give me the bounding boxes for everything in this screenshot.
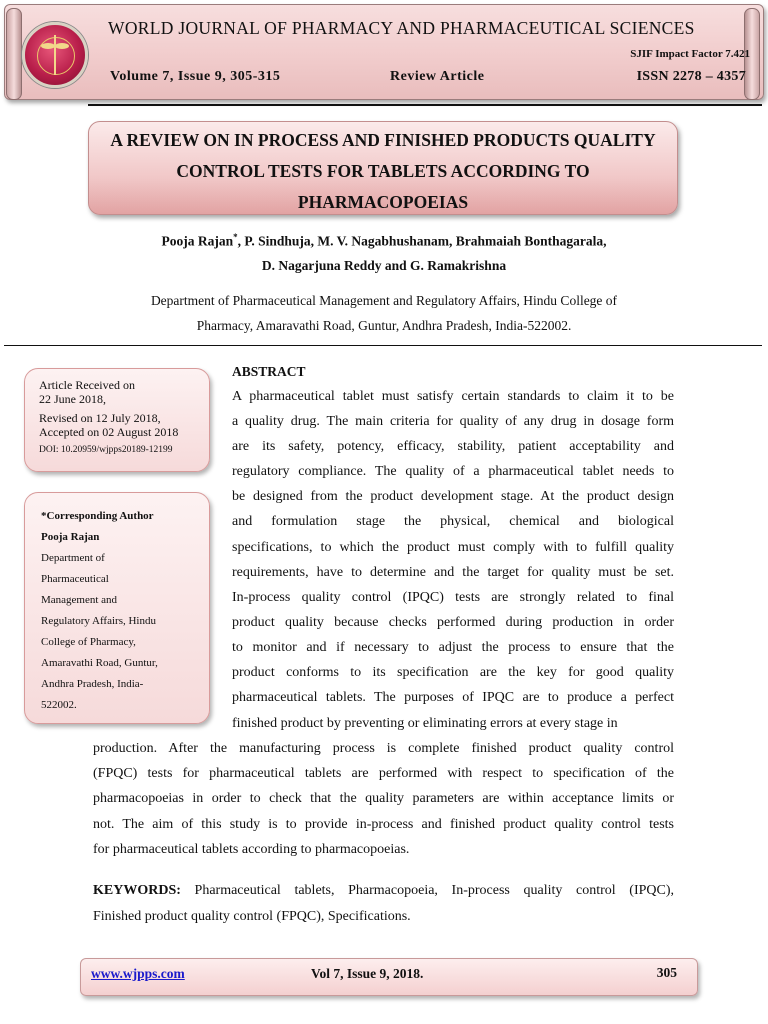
abstract-line: not. The aim of this study is to provide in-process and finished product quality control tests: [93, 817, 674, 832]
abstract-line: pharmaceutical tablets. The purposes of IPQC are to produce a perfect: [232, 690, 674, 705]
abstract-line: to monitor and if necessary to adjust the process to ensure that the: [232, 640, 674, 655]
title-line: CONTROL TESTS FOR TABLETS ACCORDING TO: [176, 161, 590, 181]
section-divider: [4, 345, 762, 346]
page-number: 305: [656, 965, 677, 980]
page-footer: [80, 958, 698, 996]
authors-line-1: [0, 232, 768, 250]
address-line: Management and: [41, 594, 118, 606]
journal-logo: [22, 22, 88, 88]
address-line: Regulatory Affairs, Hindu: [41, 615, 156, 627]
journal-name: WORLD JOURNAL OF PHARMACY AND PHARMACEUTICAL SCIENCES: [108, 18, 695, 38]
address-line: Andhra Pradesh, India-: [41, 678, 144, 690]
affiliation-line: Department of Pharmaceutical Management and Regulatory Affairs, Hindu College of: [150, 293, 618, 308]
volume-info: Volume 7, Issue 9, 305-315: [110, 69, 281, 84]
article-title-box: [88, 121, 678, 215]
corresponding-marker: *: [233, 232, 238, 242]
address-line: Department of: [41, 552, 105, 564]
impact-factor: SJIF Impact Factor 7.421: [630, 48, 750, 60]
abstract-line: finished product by preventing or eliminating errors at every stage in: [232, 716, 618, 731]
keywords-label: KEYWORDS:: [93, 883, 181, 898]
keywords-line-1: [93, 883, 674, 899]
abstract-line: for pharmaceutical tablets according to pharmacopoeias.: [93, 842, 410, 857]
address-line: College of Pharmacy,: [41, 636, 136, 648]
accepted-date: Accepted on 02 August 2018: [39, 425, 179, 439]
co-authors: , P. Sindhuja, M. V. Nagabhushanam, Brahmaiah Bonthagarala,: [237, 233, 607, 249]
abstract-line: pharmacopoeias in order to check that the quality parameters are within acceptance limits or: [93, 791, 674, 806]
title-line: PHARMACOPOEIAS: [297, 192, 469, 212]
corresponding-author-box: [24, 492, 210, 724]
authors-line-2: D. Nagarjuna Reddy and G. Ramakrishna: [261, 258, 507, 273]
received-label: Article Received on: [39, 378, 135, 392]
abstract-heading: ABSTRACT: [232, 364, 306, 379]
abstract-line: product quality because checks performed during production in order: [232, 615, 674, 630]
doi: DOI: 10.20959/wjpps20189-12199: [39, 445, 173, 455]
abstract-line: regulatory compliance. The quality of a pharmaceutical tablet needs to: [232, 464, 674, 479]
abstract-line: a quality drug. The main criteria for quality of any drug in dosage form: [232, 414, 674, 429]
title-line: A REVIEW ON IN PROCESS AND FINISHED PRODUCTS QUALITY: [110, 130, 656, 150]
abstract-line: be designed from the product development stage. At the product design: [232, 489, 674, 504]
abstract-line: (FPQC) tests for pharmaceutical tablets are performed with respect to specification of the: [93, 766, 674, 781]
scroll-roll-left: [6, 8, 22, 100]
first-author: Pooja Rajan: [161, 233, 234, 249]
address-line: Pharmaceutical: [41, 573, 109, 585]
keywords-line-2: Finished product quality control (FPQC), Specifications.: [93, 909, 411, 924]
article-info-box: [24, 368, 210, 472]
abstract-line: production. After the manufacturing process is complete finished product quality control: [93, 741, 674, 756]
abstract-line: are its safety, potency, efficacy, stability, patient acceptability and: [232, 439, 674, 454]
abstract-line: A pharmaceutical tablet must satisfy certain standards to claim it to be: [232, 389, 674, 404]
abstract-line: requirements, have to determine and the target for quality must be set.: [232, 565, 674, 580]
issn: ISSN 2278 – 4357: [636, 69, 746, 84]
abstract-line: product conforms to its specification are the key for good quality: [232, 665, 674, 680]
footer-volume: Vol 7, Issue 9, 2018.: [311, 966, 424, 981]
affiliation-line: Pharmacy, Amaravathi Road, Guntur, Andhra Pradesh, India-522002.: [196, 318, 572, 333]
caduceus-staff: [54, 35, 56, 75]
corresponding-name: Pooja Rajan: [41, 531, 100, 543]
received-date: 22 June 2018,: [39, 392, 106, 406]
revised-date: Revised on 12 July 2018,: [39, 411, 161, 425]
address-line: 522002.: [41, 699, 77, 711]
article-type: Review Article: [390, 69, 485, 84]
keywords-text: Pharmaceutical tablets, Pharmacopoeia, In-process quality control (IPQC),: [180, 883, 674, 898]
header-divider: [88, 104, 762, 106]
caduceus-wing-left: [41, 43, 55, 49]
corresponding-heading: *Corresponding Author: [41, 510, 154, 522]
abstract-line: In-process quality control (IPQC) tests are strongly related to final: [232, 590, 674, 605]
abstract-line: and formulation stage the physical, chemical and biological: [232, 514, 674, 529]
website-link[interactable]: www.wjpps.com: [91, 966, 185, 981]
caduceus-wing-right: [55, 43, 69, 49]
address-line: Amaravathi Road, Guntur,: [41, 657, 158, 669]
abstract-line: specifications, to which the product must comply with to fulfill quality: [232, 540, 674, 555]
